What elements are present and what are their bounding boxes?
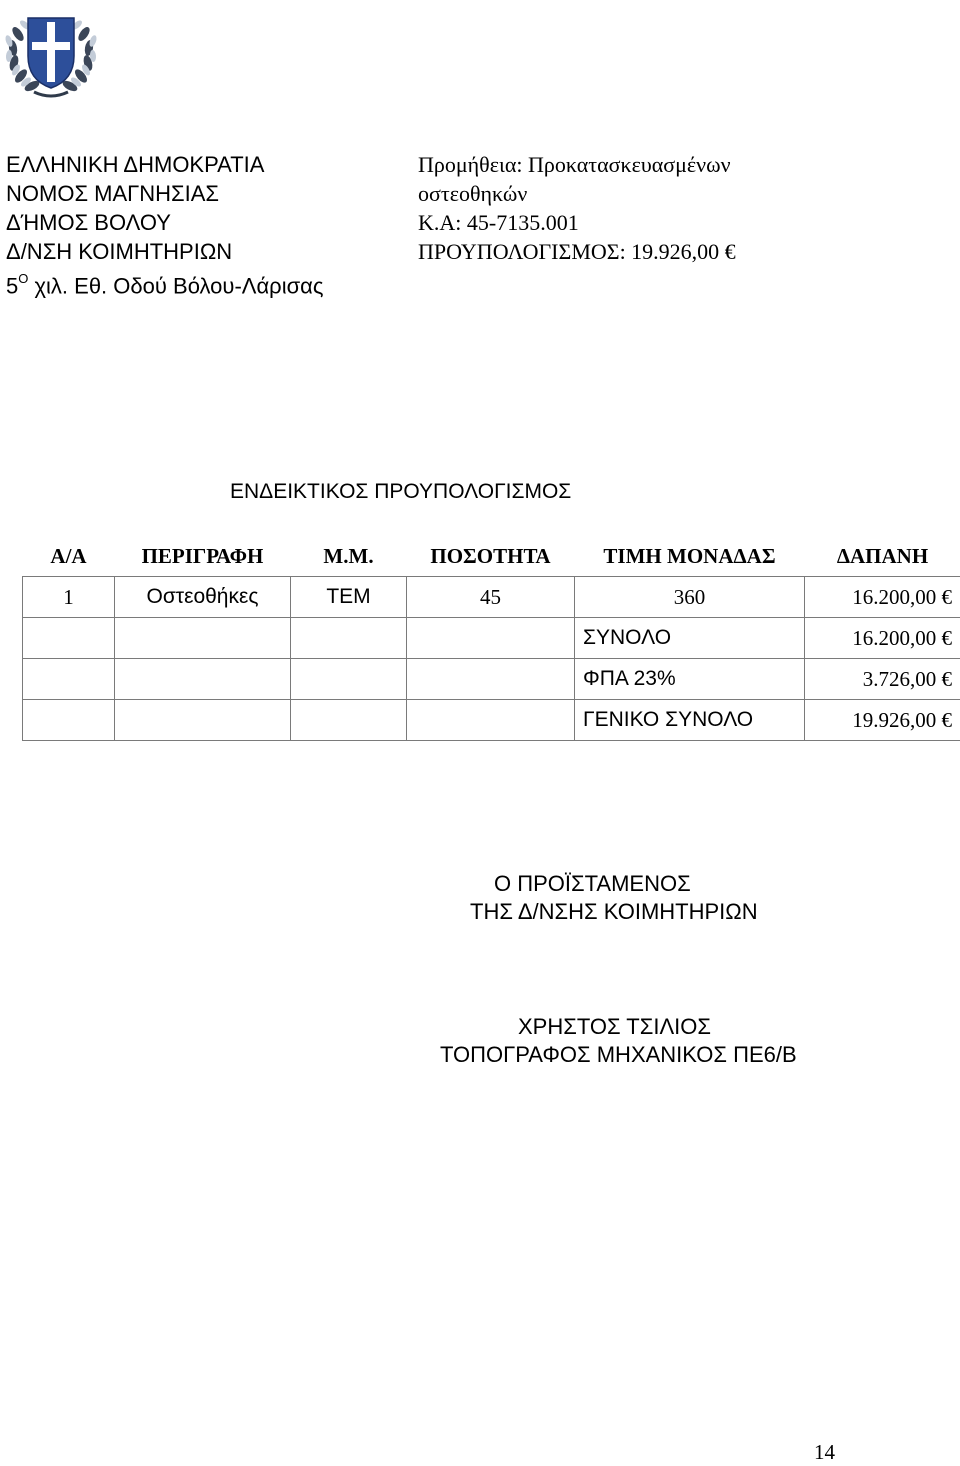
issuer-line-address bbox=[6, 266, 323, 300]
table-row bbox=[23, 618, 960, 659]
total-label-grand: ΓΕΝΙΚΟ ΣΥΝΟΛΟ bbox=[575, 700, 805, 741]
cell-unit-price: 360 bbox=[575, 577, 805, 618]
issuer-line-republic: ΕΛΛΗΝΙΚΗ ΔΗΜΟΚΡΑΤΙΑ bbox=[6, 152, 265, 177]
table-row bbox=[23, 577, 960, 618]
signatory-name: ΧΡΗΣΤΟΣ ΤΣΙΛΙΟΣ bbox=[518, 1014, 711, 1039]
signature-title-1: Ο ΠΡΟΪΣΤΑΜΕΝΟΣ bbox=[494, 871, 691, 896]
empty-cell bbox=[407, 659, 575, 700]
empty-cell bbox=[115, 659, 291, 700]
procurement-block bbox=[418, 150, 736, 266]
empty-cell bbox=[23, 700, 115, 741]
issuer-line-municipality: ΔΉΜΟΣ ΒΟΛΟΥ bbox=[6, 210, 171, 235]
header-quantity: ΠΟΣΟΤΗΤΑ bbox=[407, 536, 575, 577]
issuer-block bbox=[6, 150, 323, 300]
cell-aa: 1 bbox=[23, 577, 115, 618]
empty-cell bbox=[115, 618, 291, 659]
empty-cell bbox=[291, 618, 407, 659]
address-number: 5 bbox=[6, 273, 19, 299]
empty-cell bbox=[115, 700, 291, 741]
total-label-vat: ΦΠΑ 23% bbox=[575, 659, 805, 700]
header-unit: Μ.Μ. bbox=[291, 536, 407, 577]
cell-quantity: 45 bbox=[407, 577, 575, 618]
empty-cell bbox=[291, 659, 407, 700]
total-value-subtotal: 16.200,00 € bbox=[805, 618, 960, 659]
header-cost: ΔΑΠΑΝΗ bbox=[805, 536, 960, 577]
budget-table bbox=[22, 536, 960, 741]
table-row bbox=[23, 700, 960, 741]
cell-unit: ΤΕΜ bbox=[291, 577, 407, 618]
total-value-vat: 3.726,00 € bbox=[805, 659, 960, 700]
empty-cell bbox=[291, 700, 407, 741]
empty-cell bbox=[23, 659, 115, 700]
header-unit-price: ΤΙΜΗ ΜΟΝΑΔΑΣ bbox=[575, 536, 805, 577]
empty-cell bbox=[407, 618, 575, 659]
header-aa: Α/Α bbox=[23, 536, 115, 577]
cell-description: Οστεοθήκες bbox=[115, 577, 291, 618]
table-header-row bbox=[23, 536, 960, 577]
address-ordinal: Ο bbox=[18, 271, 29, 286]
total-label-subtotal: ΣΥΝΟΛΟ bbox=[575, 618, 805, 659]
greek-coat-of-arms-emblem bbox=[4, 4, 98, 102]
procurement-subject-cont: οστεοθηκών bbox=[418, 181, 528, 206]
issuer-line-directorate: Δ/ΝΣΗ ΚΟΙΜΗΤΗΡΙΩΝ bbox=[6, 239, 233, 264]
cell-cost: 16.200,00 € bbox=[805, 577, 960, 618]
signature-title-2: ΤΗΣ Δ/ΝΣΗΣ ΚΟΙΜΗΤΗΡΙΩΝ bbox=[470, 899, 758, 924]
procurement-subject: Προμήθεια: Προκατασκευασμένων bbox=[418, 152, 731, 177]
document-title: ΕΝΔΕΙΚΤΙΚΟΣ ΠΡΟΥΠΟΛΟΓΙΣΜΟΣ bbox=[230, 480, 572, 503]
issuer-line-prefecture: ΝΟΜΟΣ ΜΑΓΝΗΣΙΑΣ bbox=[6, 181, 220, 206]
page-number: 14 bbox=[814, 1440, 835, 1464]
address-text: χιλ. Εθ. Οδού Βόλου-Λάρισας bbox=[28, 273, 324, 299]
empty-cell bbox=[23, 618, 115, 659]
budget-code: Κ.Α: 45-7135.001 bbox=[418, 210, 579, 235]
signatory-position: ΤΟΠΟΓΡΑΦΟΣ ΜΗΧΑΝΙΚΟΣ ΠΕ6/Β bbox=[440, 1042, 797, 1067]
budget-amount: ΠΡΟΥΠΟΛΟΓΙΣΜΟΣ: 19.926,00 € bbox=[418, 239, 736, 264]
total-value-grand: 19.926,00 € bbox=[805, 700, 960, 741]
header-description: ΠΕΡΙΓΡΑΦΗ bbox=[115, 536, 291, 577]
empty-cell bbox=[407, 700, 575, 741]
table-row bbox=[23, 659, 960, 700]
